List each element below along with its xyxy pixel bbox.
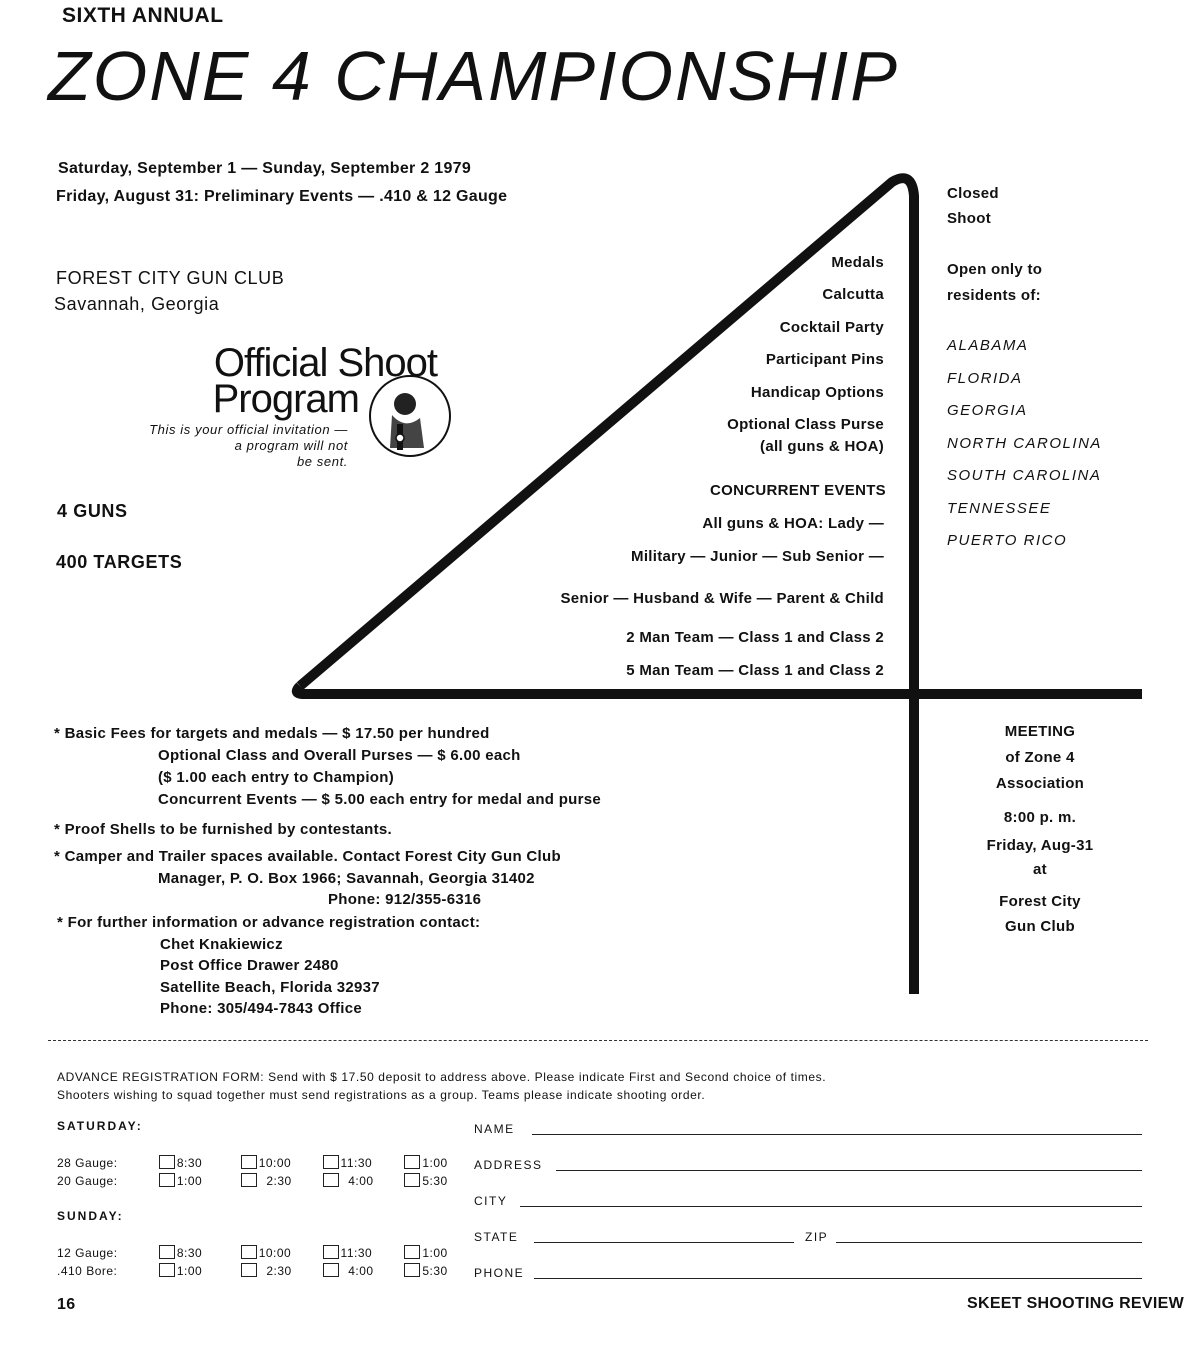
state-field[interactable] [534, 1242, 794, 1243]
meeting-place: Forest City [999, 893, 1081, 910]
club-location: Savannah, Georgia [54, 294, 220, 314]
city-field[interactable] [520, 1206, 1142, 1207]
time-option[interactable]: 1:00 [159, 1263, 237, 1278]
fee-line: Concurrent Events — $ 5.00 each entry for medal and purse [158, 791, 602, 808]
phone-field[interactable] [534, 1278, 1142, 1279]
time-option[interactable]: 10:00 [241, 1245, 319, 1260]
name-label: NAME [474, 1122, 515, 1136]
form-instructions-line1: ADVANCE REGISTRATION FORM: Send with $ 17.50 deposit to address above. Please indicate First and Second choice of times. [57, 1070, 827, 1084]
sunday-label: SUNDAY: [57, 1209, 124, 1223]
checkbox-icon[interactable] [159, 1155, 175, 1169]
state-item: SOUTH CAROLINA [947, 467, 1102, 484]
page-title: ZONE 4 CHAMPIONSHIP [48, 37, 899, 115]
sat-row-20 [57, 1173, 474, 1188]
checkbox-icon[interactable] [404, 1263, 420, 1277]
state-item: PUERTO RICO [947, 532, 1068, 549]
kicker: SIXTH ANNUAL [62, 4, 224, 27]
checkbox-icon[interactable] [404, 1245, 420, 1259]
info-note: * For further information or advance registration contact: [57, 914, 481, 931]
program-title-line2: Program [212, 377, 359, 421]
feature-medals: Medals [831, 254, 884, 271]
fee-line: * Basic Fees for targets and medals — $ 17.50 per hundred [54, 725, 490, 742]
fee-line: ($ 1.00 each entry to Champion) [158, 769, 395, 786]
program-subtitle-line1: This is your official invitation — [149, 422, 348, 437]
concurrent-line3: Senior — Husband & Wife — Parent & Child [560, 590, 884, 607]
time-option[interactable]: 11:30 [323, 1155, 401, 1170]
proof-shells-note: * Proof Shells to be furnished by contestants. [54, 821, 393, 838]
contact-name: Chet Knakiewicz [160, 936, 283, 953]
meeting-time: 8:00 p. m. [1003, 809, 1077, 826]
concurrent-line5: 5 Man Team — Class 1 and Class 2 [626, 662, 884, 679]
time-option[interactable]: 2:30 [241, 1173, 319, 1188]
camper-address: Manager, P. O. Box 1966; Savannah, Georgia 31402 [158, 870, 535, 887]
checkbox-icon[interactable] [323, 1263, 339, 1277]
time-option[interactable]: 4:00 [323, 1263, 401, 1278]
checkbox-icon[interactable] [159, 1245, 175, 1259]
meeting-line: at [1033, 861, 1047, 878]
meeting-line: of Zone 4 [1005, 749, 1075, 766]
time-option[interactable]: 10:00 [241, 1155, 319, 1170]
time-option[interactable]: 4:00 [323, 1173, 401, 1188]
program-subtitle-line3: be sent. [296, 454, 348, 469]
contact-city: Satellite Beach, Florida 32937 [160, 979, 380, 996]
address-label: ADDRESS [474, 1158, 543, 1172]
residents-label: residents of: [947, 287, 1041, 304]
name-field[interactable] [532, 1134, 1142, 1135]
state-item: TENNESSEE [947, 500, 1052, 517]
concurrent-line1: All guns & HOA: Lady — [702, 515, 884, 532]
sun-row-12 [57, 1245, 474, 1260]
feature-cocktail: Cocktail Party [779, 319, 884, 336]
sun-row-410 [57, 1263, 474, 1278]
time-option[interactable]: 8:30 [159, 1155, 237, 1170]
camper-note: * Camper and Trailer spaces available. Contact Forest City Gun Club [54, 848, 561, 865]
checkbox-icon[interactable] [241, 1155, 257, 1169]
meeting-date: Friday, Aug-31 [986, 837, 1094, 854]
checkbox-icon[interactable] [404, 1155, 420, 1169]
city-label: CITY [474, 1194, 508, 1208]
state-item: FLORIDA [947, 370, 1023, 387]
feature-purse: Optional Class Purse [727, 416, 884, 433]
fee-line: Optional Class and Overall Purses — $ 6.00 each [158, 747, 521, 764]
concurrent-line2: Military — Junior — Sub Senior — [631, 548, 884, 565]
time-option[interactable]: 11:30 [323, 1245, 401, 1260]
checkbox-icon[interactable] [241, 1245, 257, 1259]
feature-pins: Participant Pins [765, 351, 884, 368]
phone-label: PHONE [474, 1266, 525, 1280]
publication-name: SKEET SHOOTING REVIEW [967, 1295, 1184, 1312]
time-option[interactable]: 1:00 [159, 1173, 237, 1188]
saturday-label: SATURDAY: [57, 1119, 143, 1133]
address-field[interactable] [556, 1170, 1142, 1171]
state-item: GEORGIA [947, 402, 1028, 419]
time-option[interactable]: 2:30 [241, 1263, 319, 1278]
time-option[interactable]: 1:00 [404, 1155, 474, 1170]
checkbox-icon[interactable] [323, 1155, 339, 1169]
checkbox-icon[interactable] [323, 1245, 339, 1259]
closed-label: Closed [947, 185, 999, 202]
shoot-label: Shoot [947, 210, 991, 227]
page-number: 16 [57, 1296, 76, 1313]
program-logo-text [52, 341, 437, 421]
concurrent-line4: 2 Man Team — Class 1 and Class 2 [626, 629, 884, 646]
program-subtitle [60, 422, 348, 470]
club-name: FOREST CITY GUN CLUB [56, 268, 285, 288]
program-title-line1: Official Shoot [213, 341, 437, 385]
zip-field[interactable] [836, 1242, 1142, 1243]
guns-count: 4 GUNS [57, 501, 128, 521]
open-label: Open only to [947, 261, 1043, 278]
checkbox-icon[interactable] [241, 1263, 257, 1277]
camper-phone: Phone: 912/355-6316 [328, 891, 482, 908]
gauge-label: .410 Bore: [57, 1264, 118, 1278]
time-option[interactable]: 5:30 [404, 1173, 474, 1188]
time-option[interactable]: 8:30 [159, 1245, 237, 1260]
event-dates: Saturday, September 1 — Sunday, September 2 1979 [58, 160, 472, 177]
time-option[interactable]: 5:30 [404, 1263, 474, 1278]
form-instructions-line2: Shooters wishing to squad together must send registrations as a group. Teams please indicate shooting order. [57, 1088, 706, 1102]
checkbox-icon[interactable] [323, 1173, 339, 1187]
zip-label: ZIP [805, 1230, 829, 1244]
state-item: NORTH CAROLINA [947, 435, 1102, 452]
feature-handicap: Handicap Options [750, 384, 884, 401]
meeting-heading: MEETING [1004, 723, 1076, 740]
checkbox-icon[interactable] [241, 1173, 257, 1187]
sat-row-28 [57, 1155, 474, 1170]
gauge-label: 12 Gauge: [57, 1246, 118, 1260]
program-subtitle-line2: a program will not [234, 438, 348, 453]
time-option[interactable]: 1:00 [404, 1245, 474, 1260]
contact-phone: Phone: 305/494-7843 Office [160, 1000, 363, 1017]
meeting-line: Association [995, 775, 1085, 792]
feature-purse-note: (all guns & HOA) [760, 438, 884, 455]
gauge-label: 20 Gauge: [57, 1174, 118, 1188]
preliminary-events: Friday, August 31: Preliminary Events — .410 & 12 Gauge [56, 188, 508, 205]
cut-line [48, 1040, 1148, 1041]
form-instructions [57, 1068, 1137, 1104]
checkbox-icon[interactable] [159, 1173, 175, 1187]
meeting-place: Gun Club [1005, 918, 1075, 935]
contact-address: Post Office Drawer 2480 [160, 957, 339, 974]
gauge-label: 28 Gauge: [57, 1156, 118, 1170]
targets-count: 400 TARGETS [56, 552, 183, 572]
state-item: ALABAMA [947, 337, 1029, 354]
concurrent-heading: CONCURRENT EVENTS [710, 482, 886, 499]
feature-calcutta: Calcutta [822, 286, 884, 303]
checkbox-icon[interactable] [404, 1173, 420, 1187]
state-label: STATE [474, 1230, 519, 1244]
checkbox-icon[interactable] [159, 1263, 175, 1277]
